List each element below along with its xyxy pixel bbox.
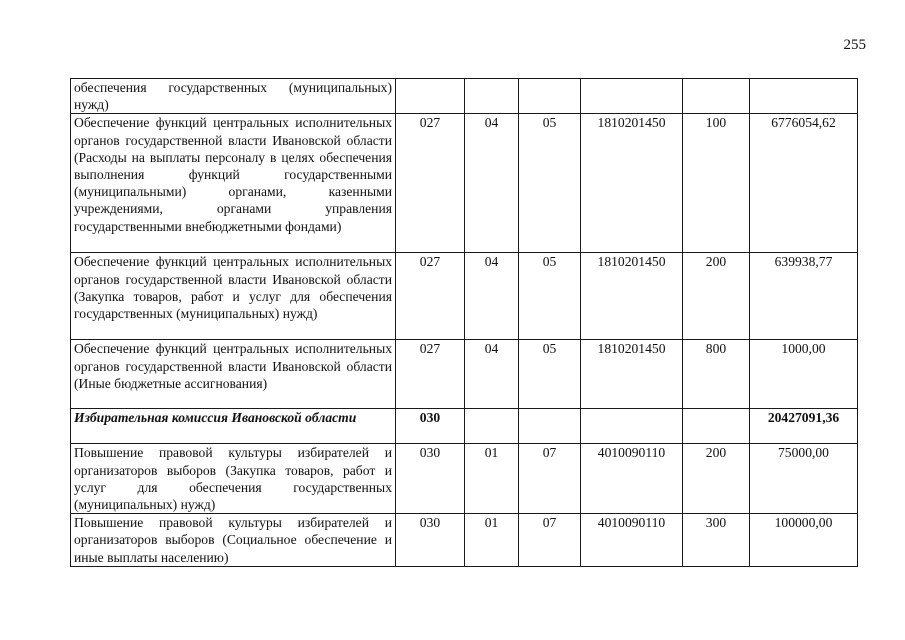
section-code-cell bbox=[465, 79, 519, 114]
section-code-cell: 04 bbox=[465, 340, 519, 409]
item-name-cell: Обеспечение функций центральных исполнительных органов государственной власти Ивановской области (Расходы на выплаты персоналу в целях обеспечения выполнения функций государственными (муниципальными) органами, казенными учреждениями, органами управления государственными внебюджетными фондами) bbox=[71, 114, 396, 253]
page-number: 255 bbox=[843, 37, 866, 53]
section-code-cell: 01 bbox=[465, 514, 519, 567]
subsection-code-cell: 07 bbox=[519, 514, 581, 567]
item-name-cell: Избирательная комиссия Ивановской области bbox=[71, 409, 396, 444]
subsection-code-cell: 05 bbox=[519, 340, 581, 409]
section-code-cell: 01 bbox=[465, 444, 519, 514]
target-item-code-cell: 4010090110 bbox=[581, 514, 683, 567]
subsection-code-cell bbox=[519, 79, 581, 114]
amount-cell: 1000,00 bbox=[750, 340, 858, 409]
subsection-code-cell: 05 bbox=[519, 253, 581, 340]
amount-cell bbox=[750, 79, 858, 114]
section-code-cell: 04 bbox=[465, 253, 519, 340]
item-name-cell: Повышение правовой культуры избирателей и организаторов выборов (Социальное обеспечение и иные выплаты населению) bbox=[71, 514, 396, 567]
subsection-code-cell bbox=[519, 409, 581, 444]
target-item-code-cell: 1810201450 bbox=[581, 340, 683, 409]
table-row bbox=[71, 514, 858, 567]
section-code-cell bbox=[465, 409, 519, 444]
table-body bbox=[71, 79, 858, 567]
item-name-cell: Обеспечение функций центральных исполнительных органов государственной власти Ивановской области (Закупка товаров, работ и услуг для обеспечения государственных (муниципальных) нужд) bbox=[71, 253, 396, 340]
expense-type-code-cell bbox=[683, 409, 750, 444]
target-item-code-cell: 1810201450 bbox=[581, 253, 683, 340]
target-item-code-cell: 1810201450 bbox=[581, 114, 683, 253]
expense-type-code-cell: 200 bbox=[683, 253, 750, 340]
target-item-code-cell bbox=[581, 409, 683, 444]
table-row bbox=[71, 444, 858, 514]
amount-cell: 6776054,62 bbox=[750, 114, 858, 253]
amount-cell: 639938,77 bbox=[750, 253, 858, 340]
amount-cell: 100000,00 bbox=[750, 514, 858, 567]
item-name-cell: Обеспечение функций центральных исполнительных органов государственной власти Ивановской области (Иные бюджетные ассигнования) bbox=[71, 340, 396, 409]
subsection-code-cell: 05 bbox=[519, 114, 581, 253]
table-row bbox=[71, 409, 858, 444]
budget-table bbox=[70, 78, 858, 567]
admin-code-cell: 030 bbox=[396, 409, 465, 444]
expense-type-code-cell bbox=[683, 79, 750, 114]
admin-code-cell: 027 bbox=[396, 114, 465, 253]
admin-code-cell bbox=[396, 79, 465, 114]
admin-code-cell: 027 bbox=[396, 340, 465, 409]
expense-type-code-cell: 800 bbox=[683, 340, 750, 409]
admin-code-cell: 027 bbox=[396, 253, 465, 340]
subsection-code-cell: 07 bbox=[519, 444, 581, 514]
expense-type-code-cell: 300 bbox=[683, 514, 750, 567]
table-row bbox=[71, 79, 858, 114]
table-row bbox=[71, 340, 858, 409]
expense-type-code-cell: 100 bbox=[683, 114, 750, 253]
target-item-code-cell: 4010090110 bbox=[581, 444, 683, 514]
table-row bbox=[71, 253, 858, 340]
amount-cell: 20427091,36 bbox=[750, 409, 858, 444]
table-row bbox=[71, 114, 858, 253]
item-name-cell: Повышение правовой культуры избирателей и организаторов выборов (Закупка товаров, работ и услуг для обеспечения государственных (муниципальных) нужд) bbox=[71, 444, 396, 514]
expense-type-code-cell: 200 bbox=[683, 444, 750, 514]
admin-code-cell: 030 bbox=[396, 444, 465, 514]
section-code-cell: 04 bbox=[465, 114, 519, 253]
admin-code-cell: 030 bbox=[396, 514, 465, 567]
item-name-cell: обеспечения государственных (муниципальных) нужд) bbox=[71, 79, 396, 114]
amount-cell: 75000,00 bbox=[750, 444, 858, 514]
target-item-code-cell bbox=[581, 79, 683, 114]
